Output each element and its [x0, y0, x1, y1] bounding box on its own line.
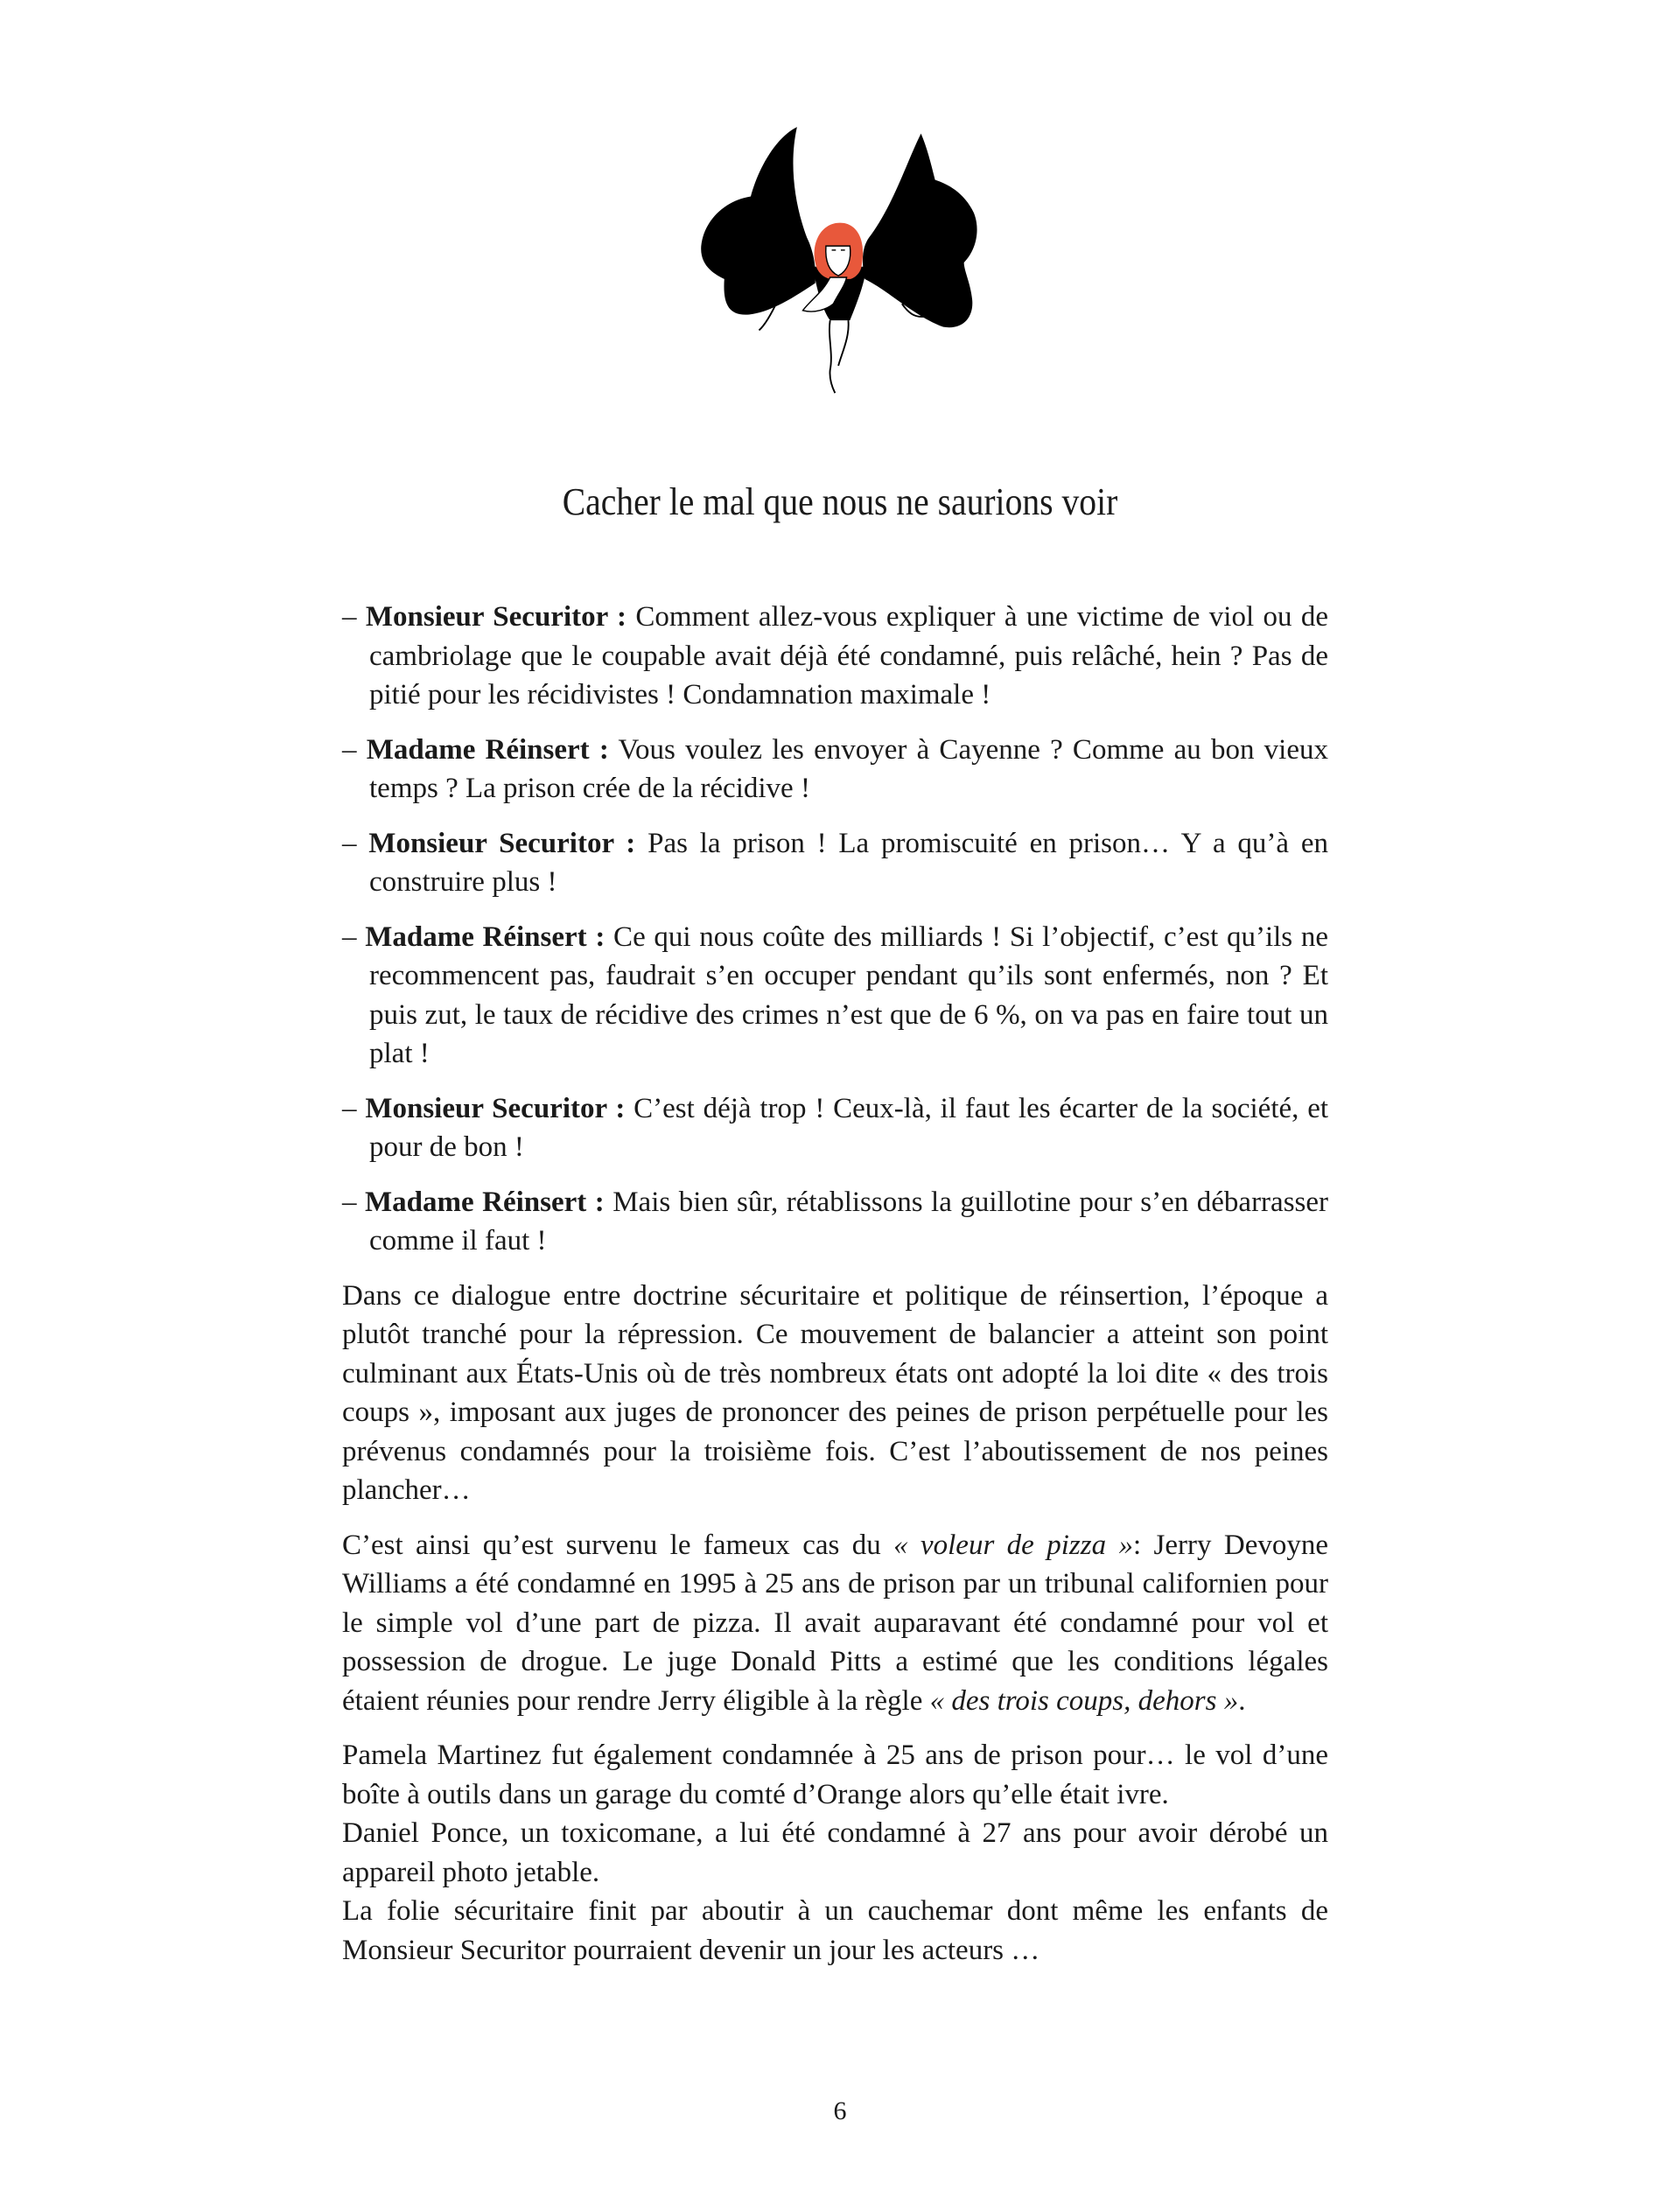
- body-text: [342, 598, 1328, 1970]
- dialogue-dash: –: [342, 1186, 365, 1218]
- dialogue-dash: –: [342, 920, 366, 953]
- paragraph-three-strikes: Dans ce dialogue entre doctrine sécuritaire et politique de réinsertion, l’époque a plutôt tranché pour la répression. Ce mouvement de balancier a atteint son point culminant aux États-Unis où de très nombreux états ont adopté la loi dite « des trois coups », imposant aux juges de prononcer des peines de prison perpétuelle pour les prévenus condamnés pour la troisième fois. C’est l’aboutissement de nos peines plancher…: [342, 1279, 1328, 1506]
- speaker-name: Monsieur Securitor :: [365, 1092, 626, 1124]
- italic-quote: « des trois coups, dehors »: [929, 1684, 1239, 1717]
- winged-woman-illustration: [691, 114, 989, 411]
- page-number: 6: [833, 2096, 847, 2125]
- dialogue-line: [342, 918, 1328, 1074]
- dialogue-text: Ce qui nous coûte des milliards ! Si l’objectif, c’est qu’ils ne recommencent pas, faudrait s’en occuper pendant qu’ils sont enfermés, non ? Et puis zut, le taux de récidive des crimes n’est que de 6 %, on va pas en faire tout un plat !: [369, 920, 1328, 1069]
- speaker-name: Monsieur Securitor :: [368, 827, 636, 859]
- dialogue-line: [342, 1183, 1328, 1261]
- speaker-name: Madame Réinsert :: [366, 733, 609, 766]
- paragraph-text: C’est ainsi qu’est survenu le fameux cas du: [342, 1529, 894, 1561]
- dialogue-text: Comment allez-vous expliquer à une victime de viol ou de cambriolage que le coupable avait déjà été condamné, puis relâché, hein ? Pas de pitié pour les récidivistes ! Condamnation maximale !: [369, 601, 1329, 710]
- dialogue-text: Pas la prison ! La promiscuité en prison… Y a qu’à en construire plus !: [369, 827, 1329, 898]
- dialogue-text: C’est déjà trop ! Ceux-là, il faut les écarter de la société, et pour de bon !: [369, 1092, 1329, 1163]
- dialogue-text: Vous voulez les envoyer à Cayenne ? Comme au bon vieux temps ? La prison crée de la récidive !: [369, 733, 1328, 804]
- dialogue-line: [342, 731, 1328, 808]
- dialogue-line: [342, 598, 1328, 715]
- dialogue-text: Mais bien sûr, rétablissons la guillotine pour s’en débarrasser comme il faut !: [369, 1186, 1329, 1256]
- italic-quote: « voleur de pizza »: [893, 1529, 1133, 1561]
- page-title: Cacher le mal que nous ne saurions voir: [562, 480, 1118, 523]
- dialogue-line: [342, 824, 1328, 902]
- paragraph-pamela-martinez: Pamela Martinez fut également condamnée à 25 ans de prison pour… le vol d’une boîte à outils dans un garage du comté d’Orange alors qu’elle était ivre.: [342, 1740, 1328, 1810]
- dialogue-dash: –: [342, 733, 367, 766]
- dialogue-dash: –: [342, 827, 369, 859]
- paragraph-text: .: [1238, 1684, 1246, 1717]
- dialogue-line: [342, 1089, 1328, 1167]
- dialogue-dash: –: [342, 601, 366, 633]
- speaker-name: Madame Réinsert :: [365, 920, 606, 953]
- dialogue-dash: –: [342, 1092, 366, 1124]
- paragraph-daniel-ponce: Daniel Ponce, un toxicomane, a lui été condamné à 27 ans pour avoir dérobé un appareil photo jetable.: [342, 1817, 1328, 1888]
- speaker-name: Madame Réinsert :: [365, 1186, 605, 1218]
- bat-wing-figure-icon: [691, 114, 989, 411]
- paragraph-conclusion: La folie sécuritaire finit par aboutir à un cauchemar dont même les enfants de Monsieur Securitor pourraient devenir un jour les acteurs …: [342, 1895, 1328, 1966]
- paragraph-text: : Jerry Devoyne Williams a été condamné en 1995 à 25 ans de prison par un tribunal californien pour le simple vol d’une part de pizza. Il avait auparavant été condamné pour vol et possession de drogue. Le juge Donald Pitts a estimé que les conditions légales étaient réunies pour rendre Jerry éligible à la règle: [342, 1529, 1329, 1717]
- speaker-name: Monsieur Securitor :: [365, 601, 627, 633]
- paragraph-pizza-thief: [342, 1526, 1328, 1721]
